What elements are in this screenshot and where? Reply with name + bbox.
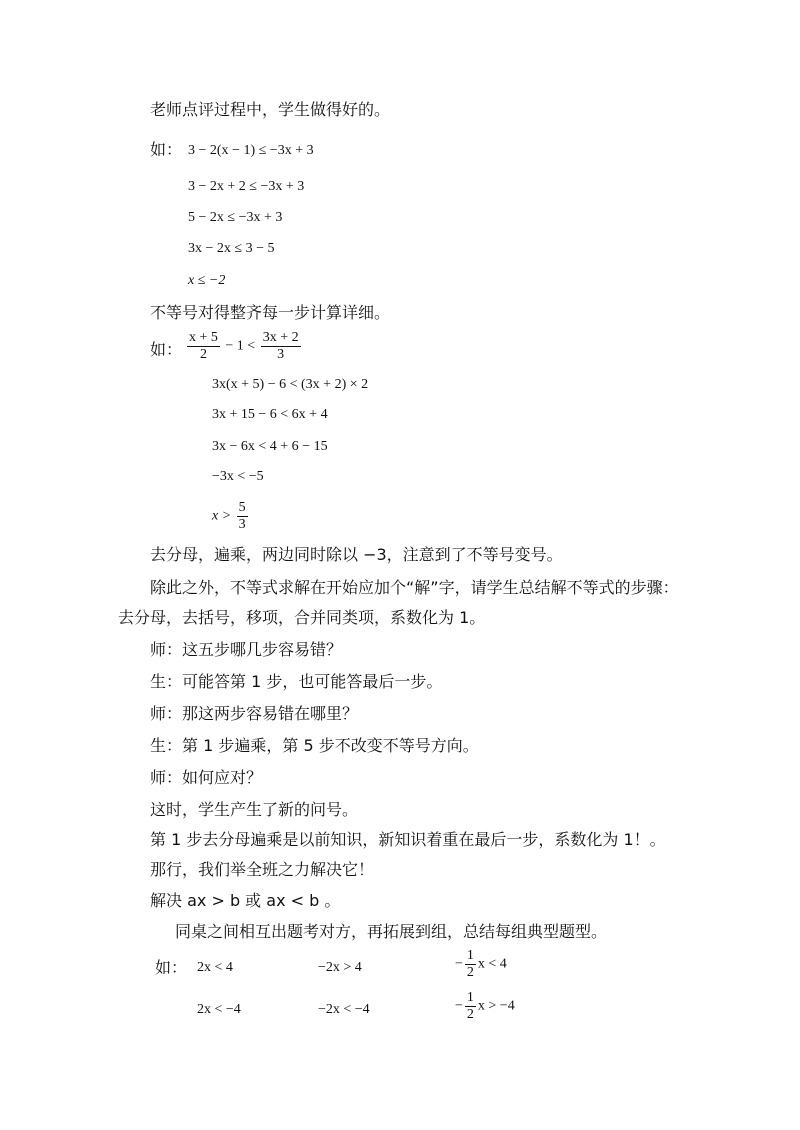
- example2-line-5: [212, 500, 250, 533]
- example2-line-3: 3x − 6x < 4 + 6 − 15: [212, 439, 328, 454]
- text-line-4b: 去分母，去括号，移项，合并同类项，系数化为 1。: [118, 608, 486, 627]
- example2-label: 如：: [150, 340, 183, 359]
- example3-row1-col1: 2x < 4: [197, 960, 233, 975]
- example1-line-3: 3x − 2x ≤ 3 − 5: [188, 241, 275, 256]
- text-line-4a: 除此之外，不等式求解在开始应加个“解”字，请学生总结解不等式的步骤：: [150, 578, 679, 597]
- example2-line-2: 3x + 15 − 6 < 6x + 4: [212, 407, 328, 422]
- fraction-denominator: 3: [277, 347, 285, 362]
- example1-line-0: 3 − 2(x − 1) ≤ −3x + 3: [188, 143, 314, 158]
- example3-row2-col1: 2x < −4: [197, 1002, 241, 1017]
- fraction-numerator: 1: [466, 948, 474, 963]
- minus-sign: −: [455, 998, 463, 1014]
- fraction-numerator: 3x + 2: [262, 330, 299, 345]
- example3-row1-col3: [455, 948, 507, 981]
- minus-sign: −: [455, 956, 463, 972]
- example2-line-1: 3x(x + 5) − 6 < (3x + 2) × 2: [212, 377, 369, 392]
- example1-line-4: x ≤ −2: [188, 273, 226, 288]
- text-line-5: 师：这五步哪几步容易错？: [150, 640, 343, 659]
- example3-row2-col3: [455, 990, 515, 1023]
- text-line-1: 老师点评过程中，学生做得好的。: [150, 100, 391, 119]
- example3-row2-col2: −2x < −4: [318, 1002, 370, 1017]
- text-line-2: 不等号对得整齐每一步计算详细。: [150, 303, 391, 322]
- fraction: [187, 330, 220, 363]
- fraction: [261, 330, 301, 363]
- text-line-8: 生：第 1 步遍乘，第 5 步不改变不等号方向。: [150, 736, 479, 755]
- fraction-numerator: 5: [238, 500, 246, 515]
- text-line-14: 同桌之间相互出题考对方，再拓展到组，总结每组典型题型。: [175, 922, 608, 941]
- fraction-denominator: 3: [238, 517, 246, 532]
- text-line-13: 解决 ax > b 或 ax < b 。: [150, 891, 341, 910]
- fraction: [465, 948, 476, 981]
- fraction-numerator: 1: [466, 990, 474, 1005]
- fraction-numerator: x + 5: [189, 330, 218, 345]
- text-line-12: 那行，我们举全班之力解决它！: [150, 860, 375, 879]
- text-line-3: 去分母，遍乘，两边同时除以 −3，注意到了不等号变号。: [150, 545, 563, 564]
- fraction-denominator: 2: [466, 1007, 474, 1022]
- example1-label: 如：: [150, 140, 183, 159]
- example1-line-1: 3 − 2x + 2 ≤ −3x + 3: [188, 179, 305, 194]
- text-line-6: 生：可能答第 1 步，也可能答最后一步。: [150, 672, 443, 691]
- fraction: [465, 990, 476, 1023]
- text-line-10: 这时，学生产生了新的问号。: [150, 800, 359, 819]
- fraction: [237, 500, 248, 533]
- inequality-rest: x < 4: [477, 956, 507, 972]
- inequality-lhs: x >: [212, 508, 232, 524]
- fraction-denominator: 2: [199, 347, 207, 362]
- fraction-denominator: 2: [466, 965, 474, 980]
- inequality-middle: − 1 <: [225, 338, 256, 354]
- example2-line-0: [185, 330, 303, 363]
- example3-label: 如：: [155, 958, 188, 977]
- inequality-rest: x > −4: [477, 998, 515, 1014]
- example1-line-2: 5 − 2x ≤ −3x + 3: [188, 210, 283, 225]
- example2-line-4: −3x < −5: [212, 469, 264, 484]
- text-line-9: 师：如何应对？: [150, 768, 263, 787]
- example3-row1-col2: −2x > 4: [318, 960, 362, 975]
- text-line-7: 师：那这两步容易错在哪里？: [150, 704, 359, 723]
- text-line-11: 第 1 步去分母遍乘是以前知识，新知识着重在最后一步，系数化为 1！。: [150, 830, 666, 849]
